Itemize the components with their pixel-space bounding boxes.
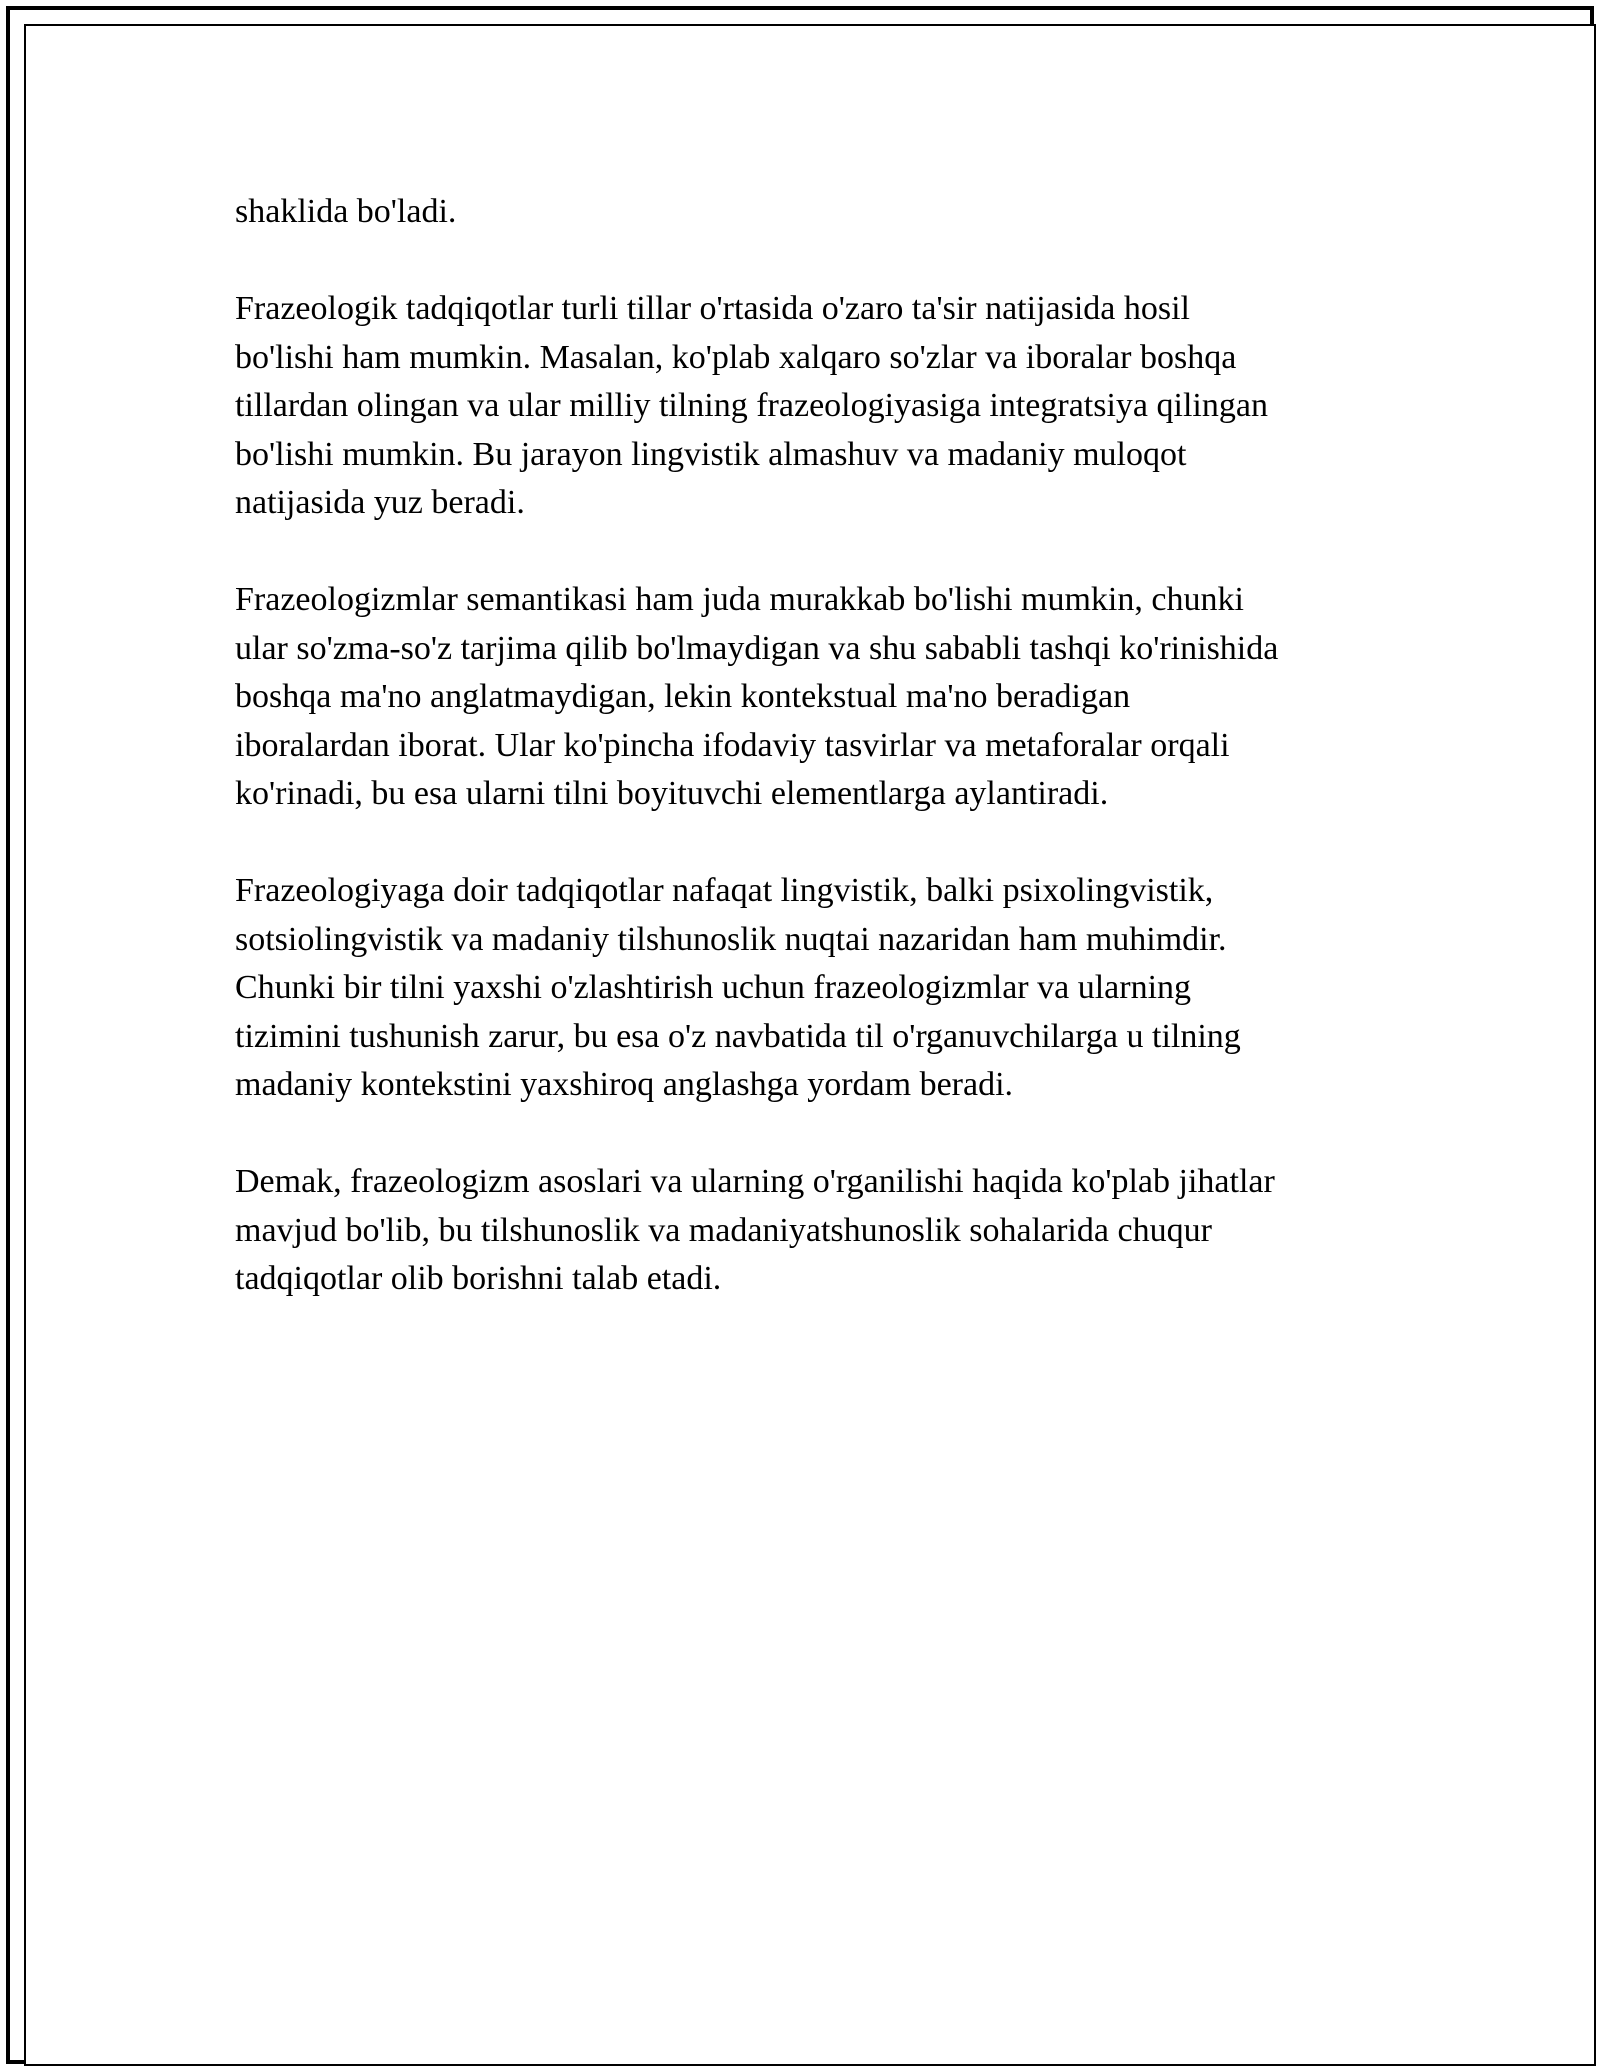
document-body: [235, 188, 1395, 1352]
paragraph-line: bo'lishi mumkin. Bu jarayon lingvistik almashuv va madaniy muloqot: [235, 435, 1187, 473]
paragraph-1: [235, 188, 1395, 237]
paragraph-line: ular so'zma-so'z tarjima qilib bo'lmaydigan va shu sababli tashqi ko'rinishida: [235, 629, 1279, 667]
paragraph-line: shaklida bo'ladi.: [235, 193, 457, 230]
paragraph-line: natijasida yuz beradi.: [235, 484, 525, 521]
paragraph-5: [235, 1158, 1395, 1304]
paragraph-line: Frazeologik tadqiqotlar turli tillar o'rtasida o'zaro ta'sir natijasida hosil: [235, 290, 1191, 327]
paragraph-line: Frazeologizmlar semantikasi ham juda murakkab bo'lishi mumkin, chunki: [235, 581, 1244, 618]
paragraph-line: tillardan olingan va ular milliy tilning frazeologiyasiga integratsiya qilingan: [235, 387, 1268, 424]
paragraph-line: madaniy kontekstini yaxshiroq anglashga yordam beradi.: [235, 1066, 1014, 1103]
paragraph-line: mavjud bo'lib, bu tilshunoslik va madaniyatshunoslik sohalarida chuqur: [235, 1211, 1212, 1249]
paragraph-line: tizimini tushunish zarur, bu esa o'z navbatida til o'rganuvchilarga u tilning: [235, 1017, 1241, 1055]
paragraph-line: tadqiqotlar olib borishni talab etadi.: [235, 1260, 722, 1297]
paragraph-line: boshqa ma'no anglatmaydigan, lekin kontekstual ma'no beradigan: [235, 678, 1131, 715]
paragraph-line: Frazeologiyaga doir tadqiqotlar nafaqat lingvistik, balki psixolingvistik,: [235, 872, 1214, 909]
paragraph-3: [235, 576, 1395, 819]
paragraph-line: Chunki bir tilni yaxshi o'zlashtirish uchun frazeologizmlar va ularning: [235, 969, 1192, 1006]
paragraph-line: Demak, frazeologizm asoslari va ularning o'rganilishi haqida ko'plab jihatlar: [235, 1163, 1275, 1200]
paragraph-line: ko'rinadi, bu esa ularni tilni boyituvchi elementlarga aylantiradi.: [235, 775, 1109, 812]
paragraph-line: iboralardan iborat. Ular ko'pincha ifodaviy tasvirlar va metaforalar orqali: [235, 726, 1230, 764]
paragraph-line: bo'lishi ham mumkin. Masalan, ko'plab xalqaro so'zlar va iboralar boshqa: [235, 338, 1237, 376]
paragraph-line: sotsiolingvistik va madaniy tilshunoslik nuqtai nazaridan ham muhimdir.: [235, 920, 1227, 958]
paragraph-4: [235, 867, 1395, 1110]
paragraph-2: [235, 285, 1395, 528]
